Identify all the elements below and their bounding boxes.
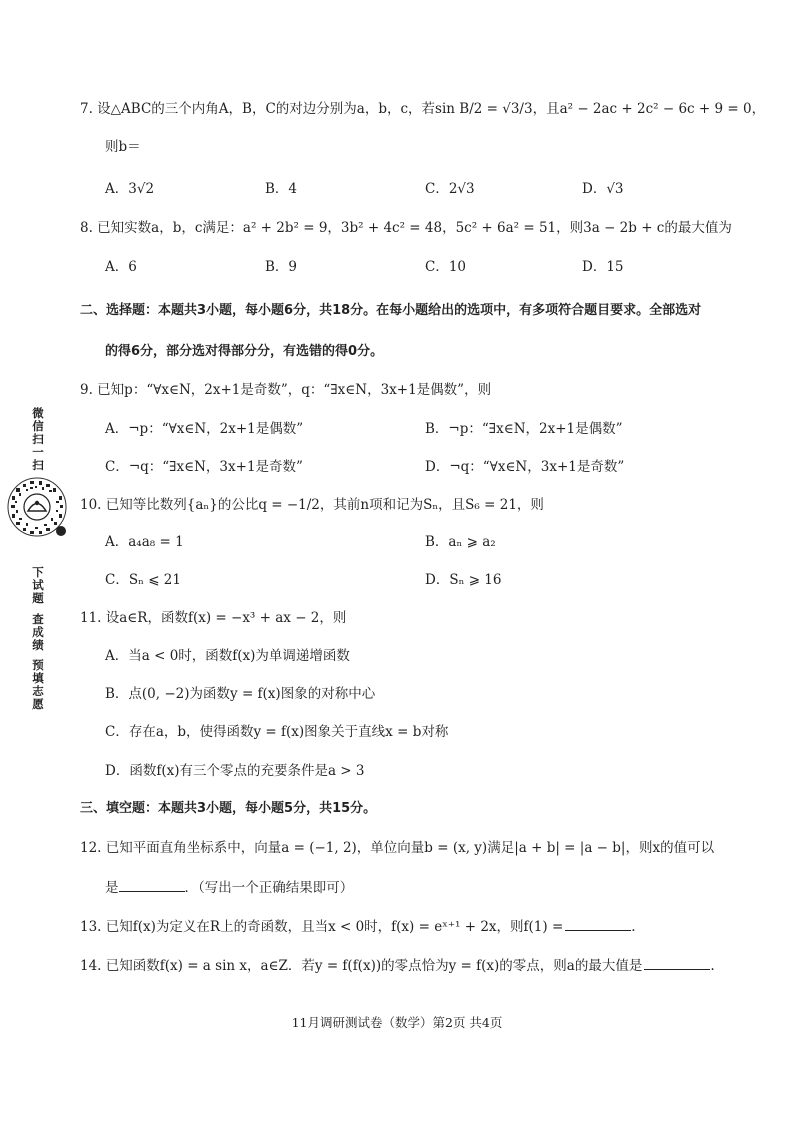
question-11-option-c: C．存在a，b，使得函数y = f(x)图象关于直线x = b对称 (105, 724, 449, 740)
question-14-blank (644, 955, 710, 970)
question-11-option-b: B．点(0, −2)为函数y = f(x)图象的对称中心 (105, 686, 376, 702)
question-7-option-c: C．2√3 (425, 181, 475, 197)
question-9-text: 9. 已知p：“∀x∈N，2x+1是奇数”，q：“∃x∈N，3x+1是偶数”，则 (80, 382, 492, 398)
question-14-tail: . (710, 958, 715, 974)
sidebar-check-scores: 查成绩 (32, 612, 44, 652)
question-12-blank (119, 877, 185, 892)
question-12-prefix: 是 (105, 880, 119, 896)
question-13-line (80, 916, 636, 936)
question-12-text: 12. 已知平面直角坐标系中，向量a = (−1, 2)，单位向量b = (x, y)满足|a + b| = |a − b|，则x的值可以 (80, 840, 715, 856)
section-2-heading-cont: 的得6分，部分选对得部分分，有选错的得0分。 (105, 344, 384, 359)
question-10-text: 10. 已知等比数列{aₙ}的公比q = −1/2，其前n项和记为Sₙ，且S₆ = 21，则 (80, 497, 544, 513)
question-13-blank (565, 916, 631, 931)
question-8-option-b: B．9 (265, 259, 298, 275)
question-11-option-d: D．函数f(x)有三个零点的充要条件是a > 3 (105, 763, 365, 779)
question-14-line (80, 955, 715, 975)
sidebar-scan-text: 微信扫一扫 (32, 406, 44, 472)
question-7-option-b: B．4 (265, 181, 298, 197)
qr-code-icon[interactable] (6, 476, 68, 538)
section-2-heading: 二、选择题：本题共3小题，每小题6分，共18分。在每小题给出的选项中，有多项符合题目要求。全部选对 (80, 303, 702, 318)
sidebar-download-questions: 下试题 (32, 565, 44, 605)
question-7-option-d: D．√3 (582, 181, 624, 197)
sidebar-fill-application: 预填志愿 (32, 658, 44, 711)
question-7-option-a: A．3√2 (105, 181, 155, 197)
question-11-option-a: A．当a < 0时，函数f(x)为单调递增函数 (105, 648, 350, 664)
question-10-option-a: A．a₄a₈ = 1 (105, 534, 184, 550)
question-8-option-a: A．6 (105, 259, 137, 275)
question-10-option-b: B．aₙ ⩾ a₂ (425, 534, 496, 550)
page-footer: 11月调研测试卷（数学）第2页 共4页 (291, 1015, 503, 1030)
question-11-text: 11. 设a∈R，函数f(x) = −x³ + ax − 2，则 (80, 610, 347, 626)
question-9-option-d: D．¬q：“∀x∈N，3x+1是奇数” (425, 459, 625, 475)
question-9-option-c: C．¬q：“∃x∈N，3x+1是奇数” (105, 459, 303, 475)
question-7-text: 7. 设△ABC的三个内角A，B，C的对边分别为a，b，c，若sin B/2 = √3/3，且a² − 2ac + 2c² − 6c + 9 = 0， (80, 101, 766, 117)
section-3-heading: 三、填空题：本题共3小题，每小题5分，共15分。 (80, 801, 377, 816)
question-9-option-b: B．¬p：“∃x∈N，2x+1是偶数” (425, 421, 623, 437)
question-12-answer-line (105, 877, 353, 897)
question-9-option-a: A．¬p：“∀x∈N，2x+1是偶数” (105, 421, 304, 437)
question-8-option-c: C．10 (425, 259, 467, 275)
question-8-text: 8. 已知实数a，b，c满足：a² + 2b² = 9，3b² + 4c² = 48，5c² + 6a² = 51，则3a − 2b + c的最大值为 (80, 220, 732, 236)
question-10-option-d: D．Sₙ ⩾ 16 (425, 572, 502, 588)
question-12-suffix: ．（写出一个正确结果即可） (184, 880, 354, 896)
question-7-text-cont: 则b＝ (105, 139, 141, 155)
question-13-text: 13. 已知f(x)为定义在R上的奇函数，且当x < 0时，f(x) = eˣ⁺¹ + 2x，则f(1) = (80, 919, 564, 935)
question-10-option-c: C．Sₙ ⩽ 21 (105, 572, 181, 588)
question-8-option-d: D．15 (582, 259, 624, 275)
question-14-text: 14. 已知函数f(x) = a sin x，a∈Z．若y = f(f(x))的零点恰为y = f(x)的零点，则a的最大值是 (80, 958, 643, 974)
question-13-tail: . (631, 919, 636, 935)
